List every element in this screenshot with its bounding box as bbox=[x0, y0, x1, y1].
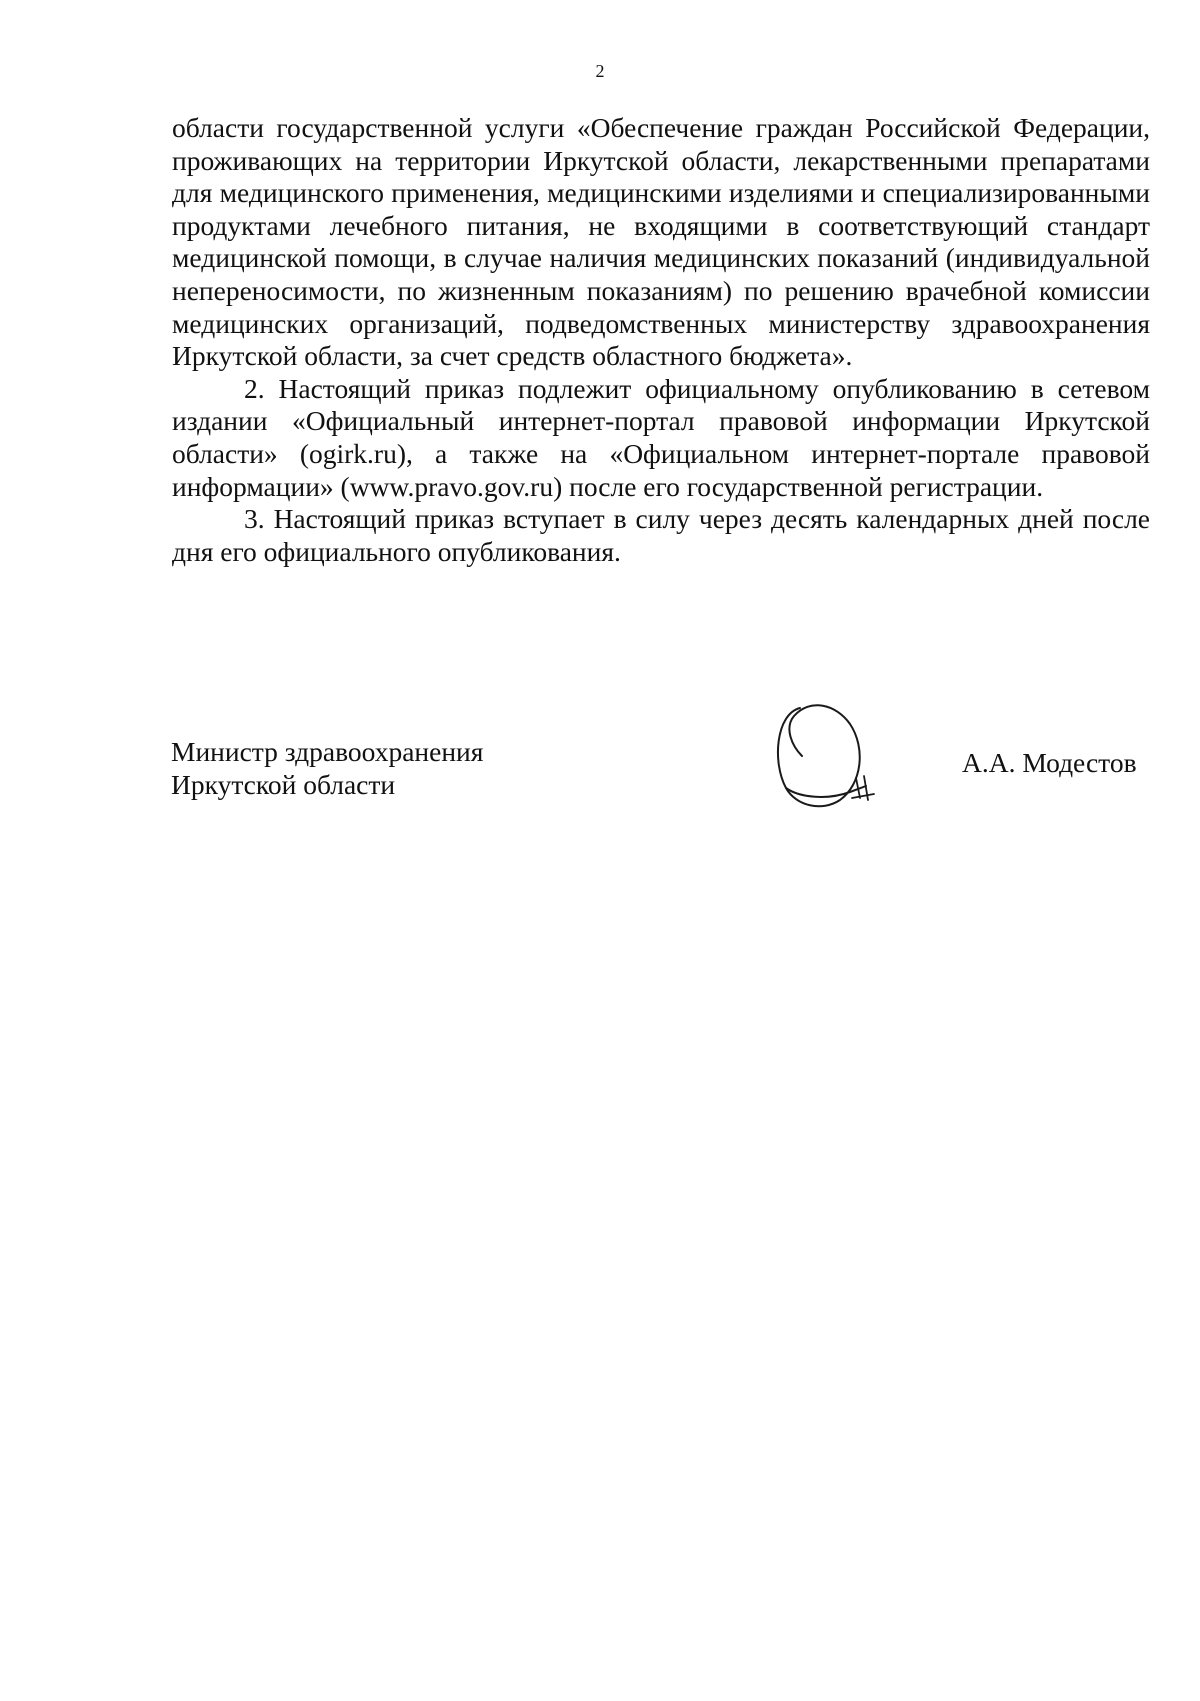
handwritten-signature bbox=[770, 702, 880, 814]
paragraph-3: 3. Настоящий приказ вступает в силу через десять календарных дней после дня его официального опубликования. bbox=[172, 503, 1150, 567]
signatory-name: А.А. Модестов bbox=[962, 747, 1137, 778]
signatory-title bbox=[171, 735, 483, 801]
signatory-title-line-2: Иркутской области bbox=[171, 769, 396, 800]
paragraph-continuation: области государственной услуги «Обеспечение граждан Российской Федерации, проживающих на территории Иркутской области, лекарственными препаратами для медицинского применения, медицинскими изделиями и специализированными продуктами лечебного питания, не входящими в соответствующий стандарт медицинской помощи, в случае наличия медицинских показаний (индивидуальной непереносимости, по жизненным показаниям) по решению врачебной комиссии медицинских организаций, подведомственных министерству здравоохранения Иркутской области, за счет средств областного бюджета». bbox=[172, 112, 1150, 372]
document-body bbox=[172, 112, 1150, 568]
page-number: 2 bbox=[595, 61, 605, 81]
signatory-title-line-1: Министр здравоохранения bbox=[171, 736, 484, 767]
paragraph-2: 2. Настоящий приказ подлежит официальному опубликованию в сетевом издании «Официальный интернет-портал правовой информации Иркутской области» (ogirk.ru), а также на «Официальном интернет-портале правовой информации» (www.pravo.gov.ru) после его государственной регистрации. bbox=[172, 372, 1150, 502]
